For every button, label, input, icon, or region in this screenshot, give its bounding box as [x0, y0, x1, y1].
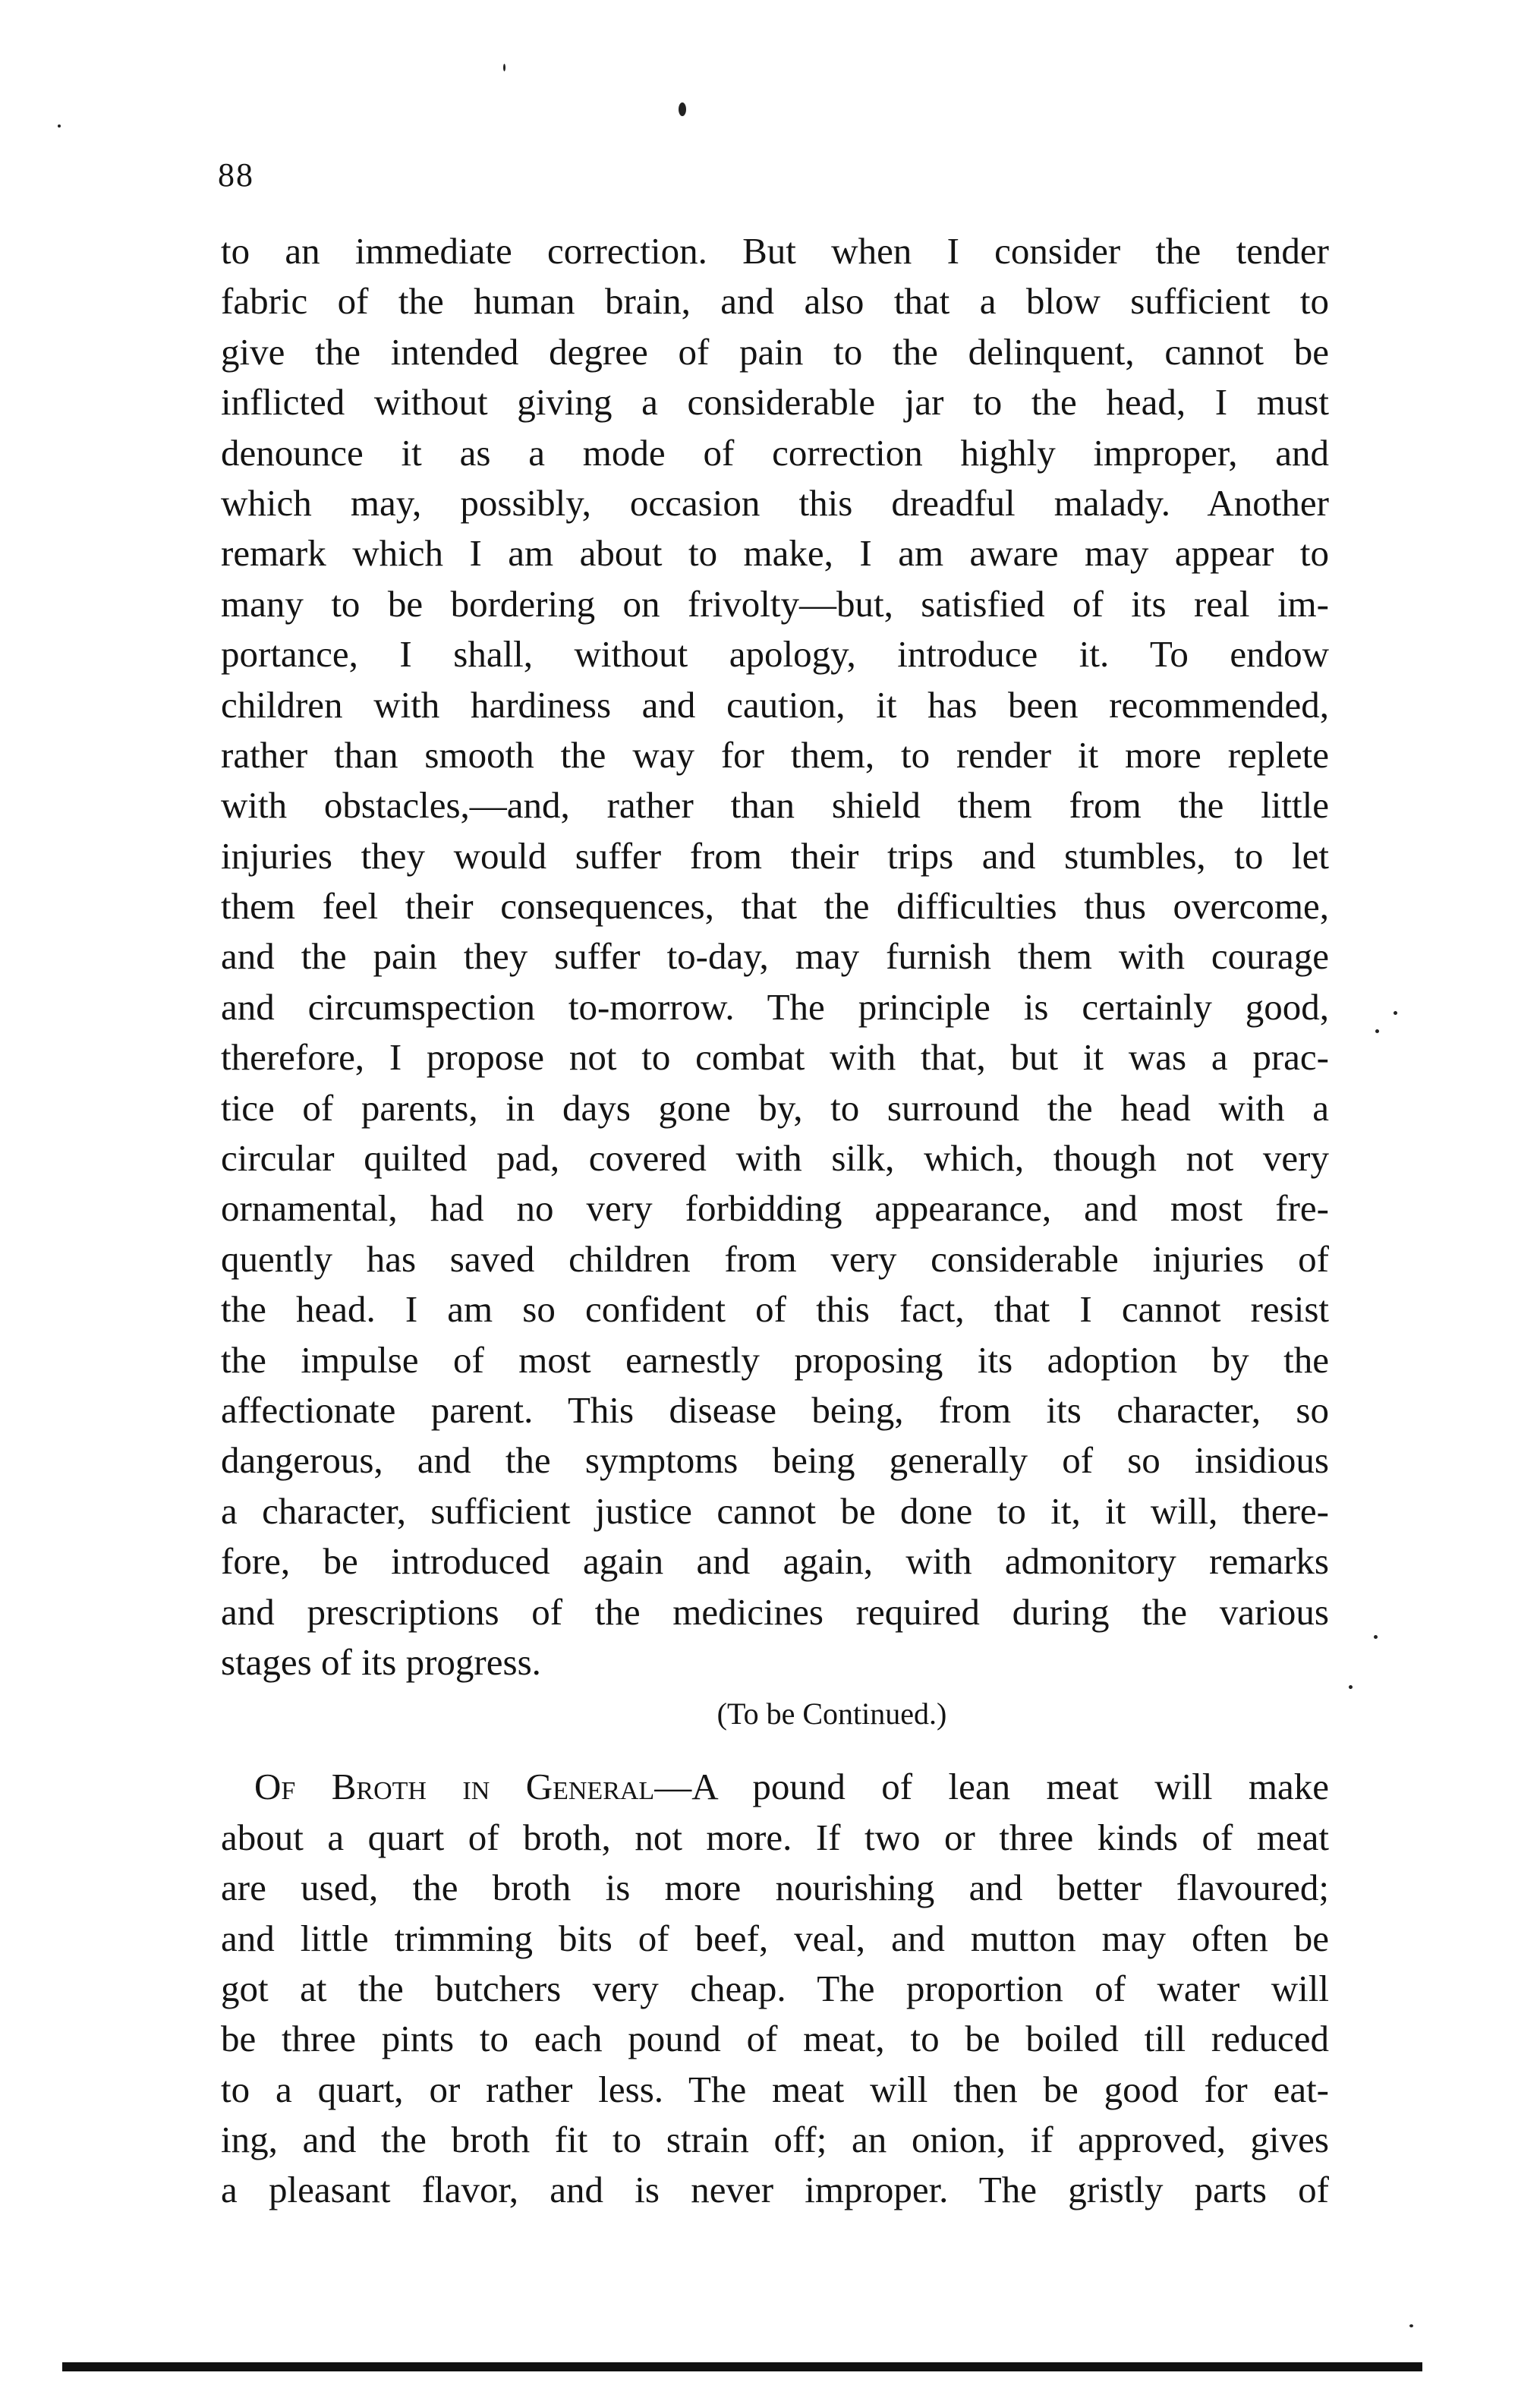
text-line: and circumspection to-morrow. The principle is certainly good, [221, 985, 1329, 1028]
text-line: quently has saved children from very considerable injuries of [221, 1237, 1329, 1280]
text-line: a character, sufficient justice cannot be done to it, it will, there- [221, 1489, 1329, 1532]
text-line: and the pain they suffer to-day, may furnish them with courage [221, 935, 1329, 978]
ink-speck [503, 64, 505, 71]
to-be-continued-note: (To be Continued.) [716, 1697, 947, 1731]
text-line: tice of parents, in days gone by, to surround the head with a [221, 1086, 1329, 1129]
text-line: fore, be introduced again and again, with admonitory remarks [221, 1540, 1329, 1583]
paragraph-medical [221, 226, 1329, 1687]
broth-opening-text: A pound of lean meat will make [691, 1766, 1329, 1808]
paragraph-broth [221, 1762, 1329, 2216]
ink-speck [1374, 1635, 1378, 1639]
text-line: therefore, I propose not to combat with that, but it was a prac- [221, 1036, 1329, 1079]
text-line: and prescriptions of the medicines required during the various [221, 1590, 1329, 1633]
ink-speck [1394, 1011, 1397, 1015]
text-line: fabric of the human brain, and also that a blow sufficient to [221, 280, 1329, 323]
text-line: to a quart, or rather less. The meat will then be good for eat- [221, 2068, 1329, 2110]
broth-first-line [221, 1762, 1329, 1812]
text-line: children with hardiness and caution, it has been recommended, [221, 683, 1329, 726]
text-line: affectionate parent. This disease being, from its character, so [221, 1388, 1329, 1431]
text-line: injuries they would suffer from their trips and stumbles, to let [221, 834, 1329, 877]
text-line: dangerous, and the symptoms being generally of so insidious [221, 1439, 1329, 1482]
text-line: inflicted without giving a considerable jar to the head, I must [221, 381, 1329, 424]
ink-speck [1375, 1029, 1379, 1033]
text-line: and little trimming bits of beef, veal, and mutton may often be [221, 1917, 1329, 1959]
section-heading: Of Broth in General [254, 1766, 655, 1808]
ink-speck [1349, 1685, 1353, 1689]
text-line: a pleasant flavor, and is never improper. The gristly parts of [221, 2169, 1329, 2211]
text-line: with obstacles,—and, rather than shield them from the little [221, 784, 1329, 827]
text-line: ing, and the broth fit to strain off; an onion, if approved, gives [221, 2119, 1329, 2161]
text-line: about a quart of broth, not more. If two or three kinds of meat [221, 1816, 1329, 1858]
page-number: 88 [218, 156, 254, 194]
text-line: be three pints to each pound of meat, to be boiled till reduced [221, 2018, 1329, 2060]
text-line: remark which I am about to make, I am aware may appear to [221, 532, 1329, 575]
text-line: got at the butchers very cheap. The proportion of water will [221, 1967, 1329, 2009]
text-line: are used, the broth is more nourishing and better flavoured; [221, 1867, 1329, 1909]
section-gap [221, 1741, 1329, 1762]
ink-speck [58, 124, 61, 128]
text-line: ornamental, had no very forbidding appearance, and most fre- [221, 1187, 1329, 1230]
heading-dash: — [654, 1766, 692, 1808]
text-line: rather than smooth the way for them, to render it more replete [221, 733, 1329, 776]
text-line: circular quilted pad, covered with silk, which, though not very [221, 1137, 1329, 1180]
text-line: stages of its progress. [221, 1640, 541, 1683]
page-text [221, 226, 1329, 2216]
ink-speck [1409, 2324, 1413, 2327]
bottom-rule [62, 2362, 1422, 2371]
text-line: them feel their consequences, that the difficulties thus overcome, [221, 885, 1329, 928]
text-line: denounce it as a mode of correction highly improper, and [221, 431, 1329, 474]
text-line: the impulse of most earnestly proposing its adoption by the [221, 1338, 1329, 1381]
text-line: many to be bordering on frivolty—but, satisfied of its real im- [221, 582, 1329, 625]
text-line: the head. I am so confident of this fact, that I cannot resist [221, 1288, 1329, 1331]
text-line: which may, possibly, occasion this dreadful malady. Another [221, 481, 1329, 524]
text-line: give the intended degree of pain to the delinquent, cannot be [221, 330, 1329, 373]
ink-speck [679, 102, 686, 116]
text-line: to an immediate correction. But when I consider the tender [221, 230, 1329, 272]
text-line: portance, I shall, without apology, introduce it. To endow [221, 633, 1329, 676]
